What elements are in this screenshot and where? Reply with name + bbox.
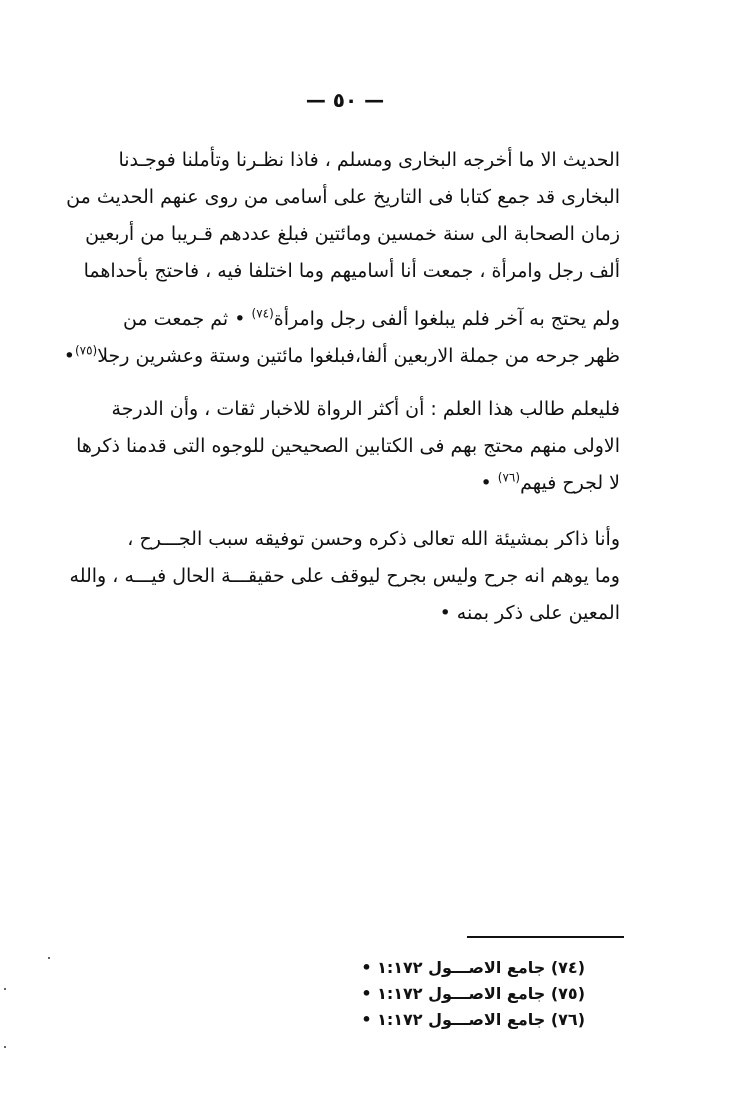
footnote-74: (٧٤) جامع الاصـــول ١:١٧٢ • <box>361 958 585 977</box>
text-line: الحديث الا ما أخرجه البخارى ومسلم ، فاذا نظـرنا وتأملنا فوجـدنا <box>118 149 620 171</box>
paragraph-2 <box>54 301 620 375</box>
scan-speck <box>4 1046 6 1048</box>
text-line: وما يوهم انه جرح وليس بجرح ليوقف على حقيقـــة الحال فيـــه ، والله <box>69 565 620 587</box>
text-line: وأنا ذاكر بمشيئة الله تعالى ذكره وحسن توفيقه سبب الجـــرح ، <box>127 528 620 550</box>
footnote-ref-74: (٧٤) <box>251 306 274 321</box>
footnotes <box>330 955 585 1033</box>
text-line: ألف رجل وامرأة ، جمعت أنا أساميهم وما اختلفا فيه ، فاحتج بأحداهما <box>83 260 620 282</box>
text-segment: لا لجرح فيهم <box>520 472 620 494</box>
footnote-76: (٧٦) جامع الاصـــول ١:١٧٢ • <box>361 1010 585 1029</box>
footnote-ref-76: (٧٦) <box>497 470 521 485</box>
footnote-75: (٧٥) جامع الاصـــول ١:١٧٢ • <box>361 984 585 1003</box>
footnote-ref-75: (٧٥) <box>74 343 98 358</box>
footnote-divider <box>467 936 624 938</box>
text-segment: ظهر جرحه من جملة الاربعين ألفا،فبلغوا مائتين وستة وعشرين رجلا <box>97 345 620 367</box>
text-line: زمان الصحابة الى سنة خمسين ومائتين فبلغ عددهم قـريبا من أربعين <box>85 223 620 245</box>
paragraph-4 <box>54 521 620 632</box>
text-line <box>54 301 620 338</box>
text-line: البخارى قد جمع كتابا فى التاريخ على أسامى من روى عنهم الحديث من <box>66 186 620 208</box>
paragraph-3 <box>54 391 620 502</box>
text-segment: ولم يحتج به آخر فلم يبلغوا ألفى رجل وامرأة <box>273 308 620 330</box>
scan-speck <box>4 988 6 990</box>
text-segment: • <box>63 345 75 367</box>
text-line <box>54 465 620 502</box>
scan-speck <box>48 957 50 959</box>
page-number: — ٥٠ — <box>305 88 385 112</box>
text-segment: • <box>480 472 498 494</box>
text-line: الاولى منهم محتج بهم فى الكتابين الصحيحين للوجوه التى قدمنا ذكرها <box>76 435 620 457</box>
text-segment: • ثم جمعت من <box>123 308 252 330</box>
text-line <box>54 338 620 375</box>
text-line: فليعلم طالب هذا العلم : أن أكثر الرواة للاخبار ثقات ، وأن الدرجة <box>111 398 620 420</box>
paragraph-1 <box>54 142 620 290</box>
text-line: المعين على ذكر بمنه • <box>439 602 620 624</box>
